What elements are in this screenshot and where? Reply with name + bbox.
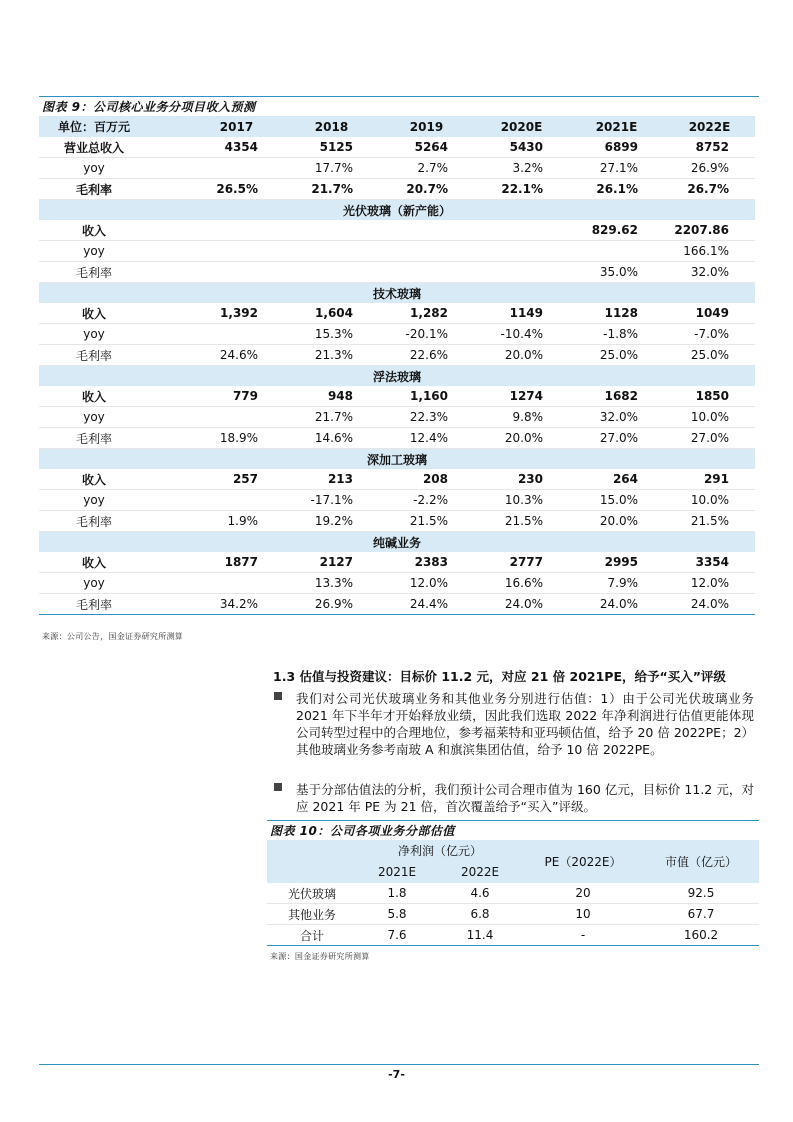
cell: 26.1% — [569, 179, 664, 200]
row-label-cell — [39, 594, 189, 615]
cell: 22.6% — [379, 345, 474, 366]
header-year: 2022E — [437, 861, 523, 883]
table-row — [267, 925, 759, 946]
cell: 21.7% — [284, 407, 379, 428]
cell: 24.4% — [379, 594, 474, 615]
row-label-cell — [39, 552, 189, 573]
cell: 7.9% — [569, 573, 664, 594]
header-market-cap: 市值（亿元） — [643, 840, 759, 883]
cell: -2.2% — [379, 490, 474, 511]
bullet-paragraph — [274, 781, 754, 815]
cell: 20 — [523, 883, 643, 904]
cell: 7.6 — [357, 925, 437, 946]
cell: 16.6% — [474, 573, 569, 594]
cell: 27.1% — [569, 158, 664, 179]
cell: 3.2% — [474, 158, 569, 179]
cell: 230 — [474, 469, 569, 490]
table-row — [39, 303, 755, 324]
cell: -1.8% — [569, 324, 664, 345]
bullet-text: 我们对公司光伏玻璃业务和其他业务分别进行估值：1）由于公司光伏玻璃业务 2021 年下半年才开始释放业绩，因此我们选取 2022 年净利润进行估值更能体现公司转型过程中的合理地位，参考福莱特和亚玛顿估值，给予 20 倍 2022PE；2）其他玻璃业务参考南玻 A 和旗滨集团估值，给予 10 倍 2022PE。 — [296, 691, 755, 757]
row-label-cell — [39, 490, 189, 511]
cell — [189, 158, 284, 179]
cell — [284, 220, 379, 241]
cell: 25.0% — [569, 345, 664, 366]
section-header-row — [39, 283, 755, 304]
table-row — [39, 241, 755, 262]
row-label-cell — [39, 137, 189, 158]
cell: 2127 — [284, 552, 379, 573]
cell: 1682 — [569, 386, 664, 407]
cell: -7.0% — [664, 324, 755, 345]
cell: 291 — [664, 469, 755, 490]
header-pe: PE（2022E） — [523, 840, 643, 883]
cell: 24.0% — [474, 594, 569, 615]
page-number: -7- — [388, 1068, 405, 1081]
cell: 21.3% — [284, 345, 379, 366]
cell: 1.9% — [189, 511, 284, 532]
section-name: 光伏玻璃（新产能） — [39, 200, 755, 221]
footer-rule — [39, 1064, 759, 1065]
cell: -20.1% — [379, 324, 474, 345]
section-header-row — [39, 366, 755, 387]
cell: 5.8 — [357, 904, 437, 925]
table-row — [267, 883, 759, 904]
table-row — [39, 573, 755, 594]
cell: 5264 — [379, 137, 474, 158]
row-label: yoy — [83, 576, 105, 590]
cell: -17.1% — [284, 490, 379, 511]
row-label: 毛利率 — [75, 597, 112, 612]
cell: 21.5% — [474, 511, 569, 532]
cell: 22.3% — [379, 407, 474, 428]
cell: 1274 — [474, 386, 569, 407]
cell: 26.5% — [189, 179, 284, 200]
cell: 6.8 — [437, 904, 523, 925]
figure10-table — [267, 840, 759, 946]
cell: 9.8% — [474, 407, 569, 428]
row-label: 毛利率 — [75, 514, 112, 529]
cell: 15.3% — [284, 324, 379, 345]
cell: 166.1% — [664, 241, 755, 262]
section-header-row — [39, 449, 755, 470]
table-row — [39, 552, 755, 573]
row-label-cell — [39, 158, 189, 179]
header-blank-cell — [267, 861, 357, 883]
cell: 20.0% — [474, 428, 569, 449]
cell: 24.6% — [189, 345, 284, 366]
cell: 1877 — [189, 552, 284, 573]
table-row — [39, 345, 755, 366]
cell: 4.6 — [437, 883, 523, 904]
table-row — [39, 511, 755, 532]
cell: 26.9% — [284, 594, 379, 615]
cell — [189, 262, 284, 283]
cell: 3354 — [664, 552, 755, 573]
cell: 1.8 — [357, 883, 437, 904]
table-row — [39, 490, 755, 511]
cell: 12.0% — [664, 573, 755, 594]
row-label-cell — [39, 262, 189, 283]
table-row — [39, 594, 755, 615]
cell: 14.6% — [284, 428, 379, 449]
cell: 32.0% — [569, 407, 664, 428]
table-row — [39, 220, 755, 241]
table-row — [39, 324, 755, 345]
cell: 1049 — [664, 303, 755, 324]
cell — [284, 241, 379, 262]
cell: 2995 — [569, 552, 664, 573]
table-row — [39, 428, 755, 449]
cell — [379, 241, 474, 262]
cell: 21.7% — [284, 179, 379, 200]
row-label-cell — [39, 345, 189, 366]
header-year: 2020E — [474, 116, 569, 137]
cell: 10 — [523, 904, 643, 925]
cell — [474, 241, 569, 262]
figure9-source: 来源：公司公告，国金证券研究所测算 — [42, 632, 184, 641]
cell — [189, 573, 284, 594]
table-row — [39, 407, 755, 428]
cell: 26.9% — [664, 158, 755, 179]
cell: 34.2% — [189, 594, 284, 615]
row-label-cell — [39, 386, 189, 407]
header-year: 2022E — [664, 116, 755, 137]
square-bullet-icon — [274, 692, 282, 700]
cell: 20.0% — [474, 345, 569, 366]
cell — [379, 220, 474, 241]
row-label: 收入 — [81, 306, 106, 321]
section-heading: 1.3 估值与投资建议：目标价 11.2 元，对应 21 倍 2021PE，给予“买入”评级 — [273, 669, 726, 684]
cell — [284, 262, 379, 283]
row-label: yoy — [83, 244, 105, 258]
row-label: 收入 — [81, 389, 106, 404]
cell: -10.4% — [474, 324, 569, 345]
row-label: 毛利率 — [75, 431, 112, 446]
table-row — [39, 469, 755, 490]
section-name: 浮法玻璃 — [39, 366, 755, 387]
cell — [189, 490, 284, 511]
row-label: yoy — [83, 161, 105, 175]
cell: 27.0% — [664, 428, 755, 449]
square-bullet-icon — [274, 783, 282, 791]
header-year: 2021E — [569, 116, 664, 137]
cell: 8752 — [664, 137, 755, 158]
row-label: 收入 — [81, 223, 106, 238]
bullet-paragraph — [274, 690, 754, 758]
cell: 20.0% — [569, 511, 664, 532]
cell: 829.62 — [569, 220, 664, 241]
figure9-top-rule — [39, 96, 759, 97]
section-name: 纯碱业务 — [39, 532, 755, 553]
cell: 26.7% — [664, 179, 755, 200]
row-label: 光伏玻璃 — [267, 883, 357, 904]
cell — [569, 241, 664, 262]
cell — [474, 262, 569, 283]
cell — [189, 241, 284, 262]
row-label: 毛利率 — [75, 265, 112, 280]
cell: 18.9% — [189, 428, 284, 449]
cell: 10.0% — [664, 407, 755, 428]
cell: 27.0% — [569, 428, 664, 449]
header-net-profit: 净利润（亿元） — [357, 840, 523, 861]
figure9-title: 图表 9：公司核心业务分项目收入预测 — [42, 100, 256, 114]
cell: 22.1% — [474, 179, 569, 200]
header-year: 2017 — [189, 116, 284, 137]
header-year: 2021E — [357, 861, 437, 883]
row-label-cell — [39, 573, 189, 594]
cell: 25.0% — [664, 345, 755, 366]
cell: 6899 — [569, 137, 664, 158]
cell: 12.0% — [379, 573, 474, 594]
cell: 24.0% — [569, 594, 664, 615]
row-label: 其他业务 — [267, 904, 357, 925]
table-header-row — [39, 116, 755, 137]
row-label-cell — [39, 179, 189, 200]
figure9-table — [39, 116, 755, 615]
cell: 1128 — [569, 303, 664, 324]
section-name: 技术玻璃 — [39, 283, 755, 304]
row-label-cell — [39, 511, 189, 532]
cell: 92.5 — [643, 883, 759, 904]
cell: 4354 — [189, 137, 284, 158]
cell: 13.3% — [284, 573, 379, 594]
cell: 21.5% — [664, 511, 755, 532]
table-row — [39, 137, 755, 158]
cell: - — [523, 925, 643, 946]
cell — [189, 407, 284, 428]
cell: 779 — [189, 386, 284, 407]
table-row — [39, 179, 755, 200]
row-label-cell — [39, 220, 189, 241]
row-label: yoy — [83, 410, 105, 424]
cell: 20.7% — [379, 179, 474, 200]
cell: 2207.86 — [664, 220, 755, 241]
cell: 257 — [189, 469, 284, 490]
row-label: yoy — [83, 493, 105, 507]
cell: 1,604 — [284, 303, 379, 324]
row-label-cell — [39, 303, 189, 324]
cell: 2.7% — [379, 158, 474, 179]
section-header-row — [39, 532, 755, 553]
figure10-title: 图表 10：公司各项业务分部估值 — [270, 824, 455, 838]
cell: 5125 — [284, 137, 379, 158]
cell: 15.0% — [569, 490, 664, 511]
cell: 948 — [284, 386, 379, 407]
row-label-cell — [39, 407, 189, 428]
row-label: 毛利率 — [75, 182, 112, 197]
figure10-source: 来源：国金证券研究所测算 — [270, 952, 370, 961]
cell: 67.7 — [643, 904, 759, 925]
table-row — [39, 262, 755, 283]
cell: 10.0% — [664, 490, 755, 511]
header-unit-text: 单位：百万元 — [57, 120, 130, 134]
cell: 1149 — [474, 303, 569, 324]
cell: 1,392 — [189, 303, 284, 324]
cell: 11.4 — [437, 925, 523, 946]
cell: 160.2 — [643, 925, 759, 946]
cell: 35.0% — [569, 262, 664, 283]
row-label: 合计 — [267, 925, 357, 946]
cell: 1850 — [664, 386, 755, 407]
cell: 17.7% — [284, 158, 379, 179]
cell — [189, 220, 284, 241]
cell: 208 — [379, 469, 474, 490]
row-label: 收入 — [81, 472, 106, 487]
row-label: 营业总收入 — [63, 140, 124, 155]
cell: 12.4% — [379, 428, 474, 449]
header-blank-cell — [267, 840, 357, 861]
table-row — [39, 158, 755, 179]
cell — [189, 324, 284, 345]
row-label-cell — [39, 428, 189, 449]
cell — [379, 262, 474, 283]
cell: 5430 — [474, 137, 569, 158]
row-label: 收入 — [81, 555, 106, 570]
header-year: 2018 — [284, 116, 379, 137]
cell: 2777 — [474, 552, 569, 573]
row-label-cell — [39, 469, 189, 490]
cell: 213 — [284, 469, 379, 490]
row-label: yoy — [83, 327, 105, 341]
section-name: 深加工玻璃 — [39, 449, 755, 470]
header-unit — [39, 116, 189, 137]
figure10-top-rule — [267, 820, 759, 821]
table-row — [267, 904, 759, 925]
row-label: 毛利率 — [75, 348, 112, 363]
cell: 1,160 — [379, 386, 474, 407]
cell: 2383 — [379, 552, 474, 573]
cell: 10.3% — [474, 490, 569, 511]
cell: 1,282 — [379, 303, 474, 324]
row-label-cell — [39, 324, 189, 345]
row-label-cell — [39, 241, 189, 262]
cell — [474, 220, 569, 241]
section-header-row — [39, 200, 755, 221]
table-row — [39, 386, 755, 407]
bullet-text: 基于分部估值法的分析，我们预计公司合理市值为 160 亿元，目标价 11.2 元，对应 2021 年 PE 为 21 倍，首次覆盖给予“买入”评级。 — [296, 782, 754, 814]
cell: 24.0% — [664, 594, 755, 615]
cell: 19.2% — [284, 511, 379, 532]
cell: 21.5% — [379, 511, 474, 532]
cell: 264 — [569, 469, 664, 490]
header-year: 2019 — [379, 116, 474, 137]
cell: 32.0% — [664, 262, 755, 283]
